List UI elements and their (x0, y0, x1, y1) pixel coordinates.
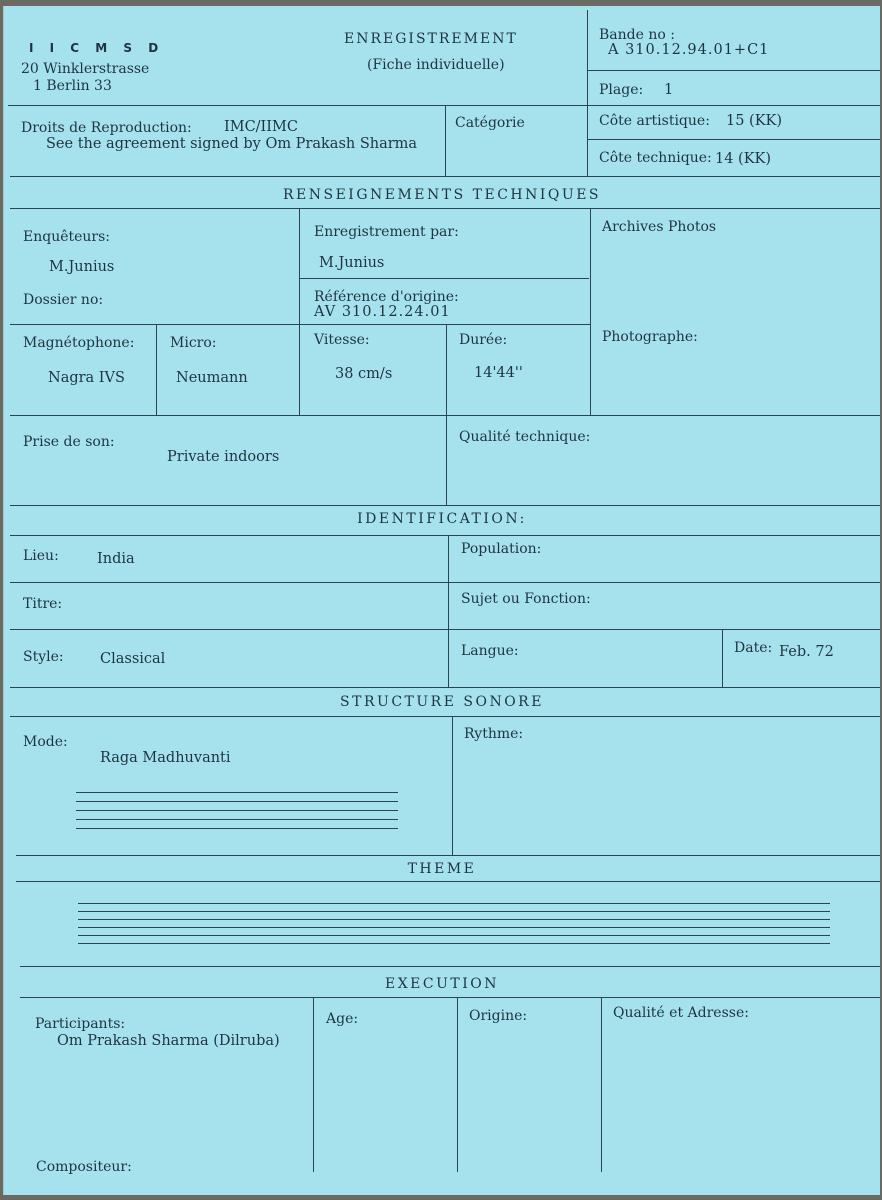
org-street: 20 Winklerstrasse (21, 61, 150, 77)
divider (10, 208, 880, 209)
section-heading-technique: RENSEIGNEMENTS TECHNIQUES (282, 187, 602, 203)
cote-artistique-label: Côte artistique: (599, 113, 710, 129)
section-heading-identification: IDENTIFICATION: (357, 511, 527, 527)
cote-technique-label: Côte technique: (599, 150, 712, 166)
blank-line (76, 810, 398, 811)
magnetophone-label: Magnétophone: (23, 335, 135, 351)
blank-line (76, 801, 398, 802)
prise-de-son-label: Prise de son: (23, 434, 115, 450)
document-title: ENREGISTREMENT (344, 31, 518, 47)
qualite-technique-label: Qualité technique: (459, 429, 591, 445)
participants-value: Om Prakash Sharma (Dilruba) (57, 1033, 280, 1049)
date-label: Date: (734, 640, 773, 656)
divider (156, 324, 157, 415)
section-heading-theme: THEME (407, 861, 477, 877)
archives-label: Archives Photos (602, 219, 717, 235)
blank-line (78, 919, 830, 920)
divider (448, 535, 449, 687)
photographe-label: Photographe: (602, 329, 698, 345)
divider (10, 629, 880, 630)
bande-value: A 310.12.94.01+C1 (608, 42, 770, 58)
date-value: Feb. 72 (779, 644, 834, 660)
rights-label: Droits de Reproduction: (21, 120, 192, 136)
rights-note: See the agreement signed by Om Prakash Sharma (46, 136, 418, 152)
qualite-adresse-label: Qualité et Adresse: (613, 1005, 749, 1021)
divider (16, 855, 880, 856)
cote-artistique-value: 15 (KK) (726, 113, 783, 129)
cote-technique-value: 14 (KK) (715, 151, 772, 167)
divider (8, 105, 880, 106)
divider (10, 716, 880, 717)
participants-label: Participants: (35, 1016, 126, 1032)
section-heading-structure: STRUCTURE SONORE (340, 694, 544, 710)
micro-label: Micro: (170, 335, 217, 351)
vitesse-label: Vitesse: (314, 332, 370, 348)
blank-line (78, 943, 830, 944)
divider (16, 881, 880, 882)
blank-line (76, 819, 398, 820)
vitesse-value: 38 cm/s (335, 366, 393, 382)
mode-label: Mode: (23, 734, 68, 750)
divider (10, 324, 590, 325)
enregistrement-value: M.Junius (319, 255, 385, 271)
divider (313, 997, 314, 1172)
divider (601, 997, 602, 1172)
enregistrement-label: Enregistrement par: (314, 224, 459, 240)
org-city: 1 Berlin 33 (33, 78, 112, 94)
style-label: Style: (23, 649, 64, 665)
style-value: Classical (100, 651, 166, 667)
prise-de-son-value: Private indoors (167, 449, 280, 465)
section-heading-execution: EXECUTION (384, 976, 499, 992)
divider (452, 716, 453, 855)
micro-value: Neumann (176, 370, 248, 386)
divider (20, 966, 880, 967)
divider (587, 70, 880, 71)
blank-line (76, 792, 398, 793)
enqueteurs-label: Enquêteurs: (23, 229, 111, 245)
titre-label: Titre: (23, 596, 63, 612)
plage-value: 1 (664, 82, 674, 98)
population-label: Population: (461, 541, 542, 557)
divider (10, 415, 880, 416)
lieu-label: Lieu: (23, 548, 59, 564)
blank-line (78, 911, 830, 912)
divider (299, 278, 589, 279)
blank-line (78, 935, 830, 936)
document-subtitle: (Fiche individuelle) (367, 57, 505, 73)
bande-label: Bande no : (599, 27, 675, 43)
rythme-label: Rythme: (464, 726, 524, 742)
divider (20, 997, 880, 998)
divider (10, 176, 880, 177)
compositeur-label: Compositeur: (36, 1159, 132, 1175)
mode-value: Raga Madhuvanti (100, 750, 231, 766)
record-card (3, 6, 880, 1195)
divider (587, 10, 588, 176)
lieu-value: India (97, 551, 135, 567)
dossier-label: Dossier no: (23, 292, 104, 308)
divider (445, 105, 446, 176)
reference-value: AV 310.12.24.01 (314, 304, 451, 320)
rights-value: IMC/IIMC (224, 119, 298, 135)
langue-label: Langue: (461, 643, 519, 659)
plage-label: Plage: (599, 82, 644, 98)
enqueteurs-value: M.Junius (49, 259, 115, 275)
reference-label: Référence d'origine: (314, 289, 459, 305)
divider (10, 687, 880, 688)
divider (446, 324, 447, 505)
blank-line (76, 828, 398, 829)
origine-label: Origine: (469, 1008, 528, 1024)
divider (590, 208, 591, 415)
divider (10, 582, 880, 583)
org-name: I I C M S D (29, 41, 165, 55)
divider (10, 505, 880, 506)
divider (10, 535, 880, 536)
sujet-label: Sujet ou Fonction: (461, 591, 591, 607)
divider (457, 997, 458, 1172)
blank-line (78, 903, 830, 904)
duree-value: 14'44'' (474, 365, 523, 381)
duree-label: Durée: (459, 332, 508, 348)
divider (722, 629, 723, 687)
magnetophone-value: Nagra IVS (48, 370, 125, 386)
age-label: Age: (326, 1011, 359, 1027)
blank-line (78, 927, 830, 928)
divider (299, 208, 300, 415)
divider (587, 139, 880, 140)
categorie-label: Catégorie (455, 115, 525, 131)
